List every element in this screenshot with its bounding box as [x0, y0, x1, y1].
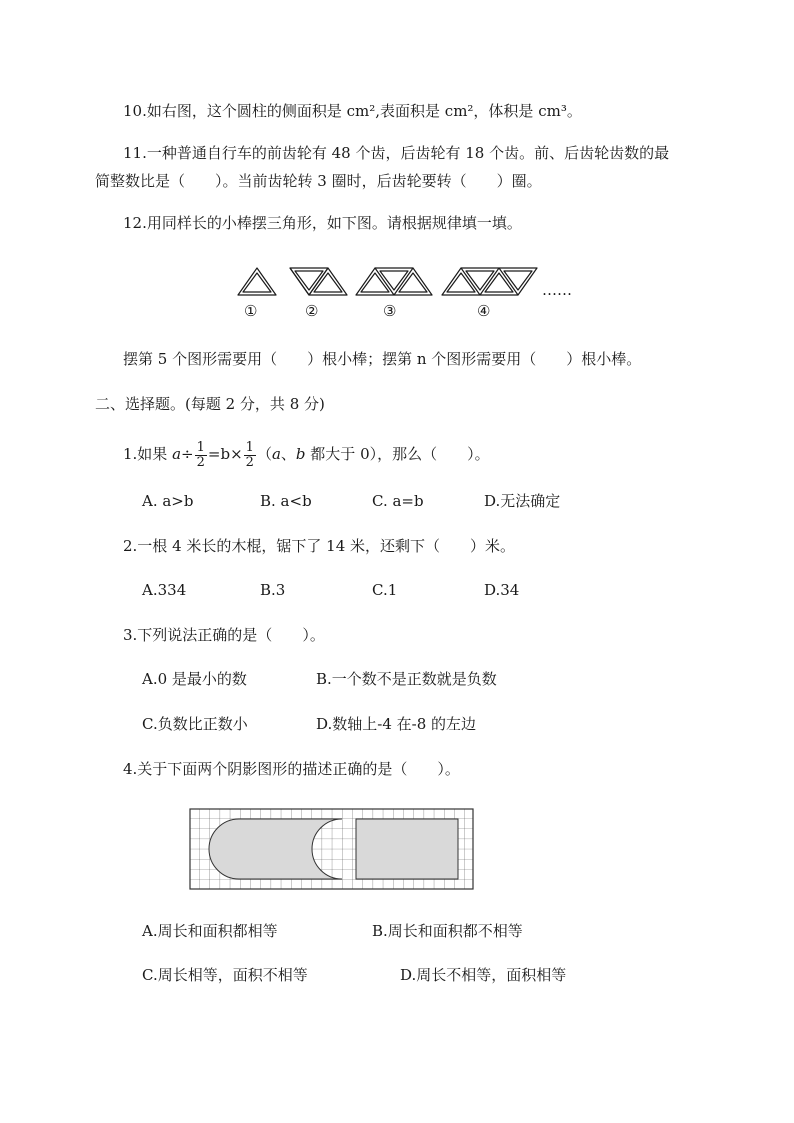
figure-label-3: ③: [383, 302, 397, 320]
triangle-figure-3: [356, 268, 432, 295]
q4-option-d[interactable]: D.周长不相等，面积相等: [400, 966, 567, 984]
q1-option-d[interactable]: D.无法确定: [484, 492, 561, 510]
q1-eq-b: =b×: [207, 445, 243, 463]
q1-fraction-2: $\frac{1}{2}$: [245, 439, 254, 470]
shaded-shapes-grid: [189, 808, 474, 890]
q3-option-a[interactable]: A.0 是最小的数: [142, 670, 247, 688]
q1-div: ÷: [181, 445, 194, 463]
choice-q4: 4.关于下面两个阴影图形的描述正确的是（ ）。: [123, 760, 460, 778]
choice-q2: 2.一根 4 米长的木棍，锯下了 14 米，还剩下（ ）米。: [123, 537, 516, 555]
question-11-line-1: 11.一种普通自行车的前齿轮有 48 个齿，后齿轮有 18 个齿。前、后齿轮齿数的最: [123, 144, 670, 162]
q3-option-c[interactable]: C.负数比正数小: [142, 715, 248, 733]
q1-option-a[interactable]: A. a>b: [142, 492, 194, 510]
q1-fraction-1: $\frac{1}{2}$: [196, 439, 205, 470]
section-heading: 二、选择题。(每题 2 分，共 8 分): [95, 395, 325, 413]
q1-option-b[interactable]: B. a<b: [260, 492, 312, 510]
question-12-answer-line: 摆第 5 个图形需要用（ ）根小棒；摆第 n 个图形需要用（ ）根小棒。: [123, 350, 642, 368]
triangle-figure-2: [290, 268, 347, 295]
ellipsis: ……: [542, 281, 572, 299]
figure-label-1: ①: [244, 302, 258, 320]
q1-prefix: 1.如果: [123, 445, 173, 463]
q2-option-b[interactable]: B.3: [260, 581, 286, 599]
q1-option-c[interactable]: C. a=b: [372, 492, 424, 510]
q2-option-c[interactable]: C.1: [372, 581, 398, 599]
figure-label-4: ④: [477, 302, 491, 320]
q4-option-b[interactable]: B.周长和面积都不相等: [372, 922, 523, 940]
choice-q1: 1.如果 a÷ $\frac{1}{2}$ =b× $\frac{1}{2}$ （a、b 都大于 0），那么（ ）。: [123, 439, 490, 470]
question-12: 12.用同样长的小棒摆三角形，如下图。请根据规律填一填。: [123, 214, 522, 232]
q4-option-c[interactable]: C.周长相等，面积不相等: [142, 966, 308, 984]
triangle-sticks-figure: [230, 262, 590, 332]
question-11-line-2: 简整数比是（ ）。当前齿轮转 3 圈时，后齿轮要转（ ）圈。: [95, 172, 542, 190]
q1-var-a: a: [172, 445, 182, 463]
shaded-shape-2: [356, 819, 458, 879]
q4-option-a[interactable]: A.周长和面积都相等: [142, 922, 278, 940]
triangle-figure-1: [238, 268, 276, 295]
question-10: 10.如右图，这个圆柱的侧面积是 cm²,表面积是 cm²，体积是 cm³。: [123, 102, 582, 120]
q2-option-d[interactable]: D.34: [484, 581, 520, 599]
q2-option-a[interactable]: A.334: [142, 581, 187, 599]
triangle-figure-4: [442, 268, 537, 295]
q3-option-d[interactable]: D.数轴上-4 在-8 的左边: [316, 715, 477, 733]
figure-label-2: ②: [305, 302, 319, 320]
choice-q3: 3.下列说法正确的是（ ）。: [123, 626, 325, 644]
q3-option-b[interactable]: B.一个数不是正数就是负数: [316, 670, 497, 688]
